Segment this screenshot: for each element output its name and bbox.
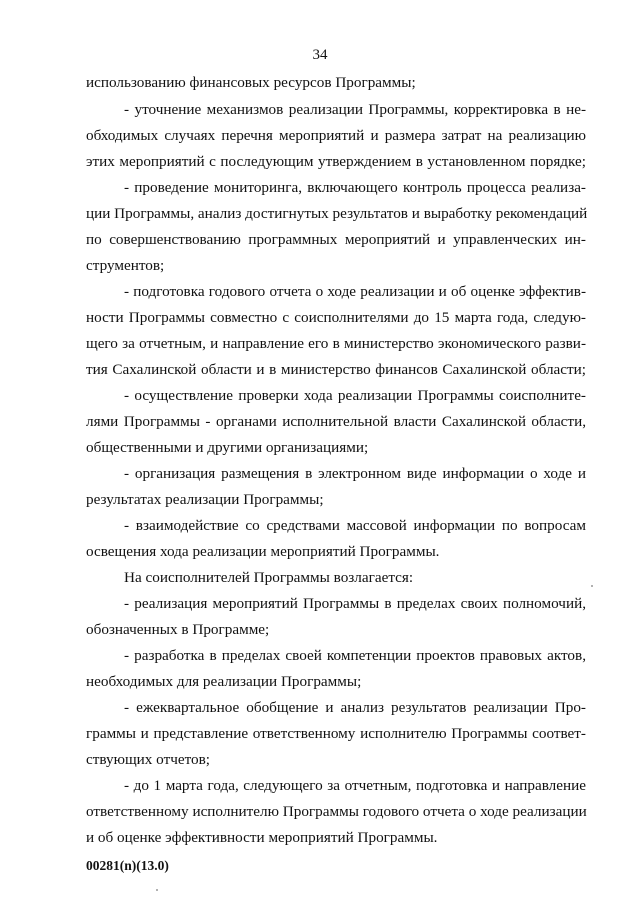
text-line: - подготовка годового отчета о ходе реализации и об оценке эффектив- (124, 283, 586, 300)
text-line: - уточнение механизмов реализации Программы, корректировка в не- (124, 101, 586, 118)
text-line: - осуществление проверки хода реализации Программы соисполните- (124, 387, 586, 404)
text-line: этих мероприятий с последующим утверждением в установленном порядке; (86, 153, 586, 170)
scan-speck (156, 889, 158, 891)
text-line: ности Программы совместно с соисполнителями до 15 марта года, следую- (86, 309, 586, 326)
text-line: - разработка в пределах своей компетенции проектов правовых актов, (124, 647, 586, 664)
text-line: - ежеквартальное обобщение и анализ результатов реализации Про- (124, 699, 586, 716)
text-line: - взаимодействие со средствами массовой информации по вопросам (124, 517, 586, 534)
text-line: щего за отчетным, и направление его в министерство экономического разви- (86, 335, 586, 352)
text-line: результатах реализации Программы; (86, 491, 324, 508)
text-line: и об оценке эффективности мероприятий Программы. (86, 829, 438, 846)
text-line: ствующих отчетов; (86, 751, 211, 768)
text-line: ответственному исполнителю Программы годового отчета о ходе реализации (86, 803, 587, 820)
text-line: ции Программы, анализ достигнутых результатов и выработку рекомендаций (86, 205, 588, 222)
scan-speck (591, 585, 593, 587)
text-line: - до 1 марта года, следующего за отчетным, подготовка и направление (124, 777, 586, 794)
page-number: 34 (312, 47, 328, 63)
text-line: обозначенных в Программе; (86, 621, 270, 638)
text-line: - организация размещения в электронном виде информации о ходе и (124, 465, 586, 482)
text-line: лями Программы - органами исполнительной власти Сахалинской области, (86, 413, 586, 430)
text-line: На соисполнителей Программы возлагается: (124, 569, 414, 586)
text-line: тия Сахалинской области и в министерство финансов Сахалинской области; (86, 361, 586, 378)
text-line: использованию финансовых ресурсов Программы; (86, 74, 416, 91)
text-line: обходимых случаях перечня мероприятий и размера затрат на реализацию (86, 127, 586, 144)
text-line: - проведение мониторинга, включающего контроль процесса реализа- (124, 179, 586, 196)
text-line: струментов; (86, 257, 165, 274)
text-line: граммы и представление ответственному исполнителю Программы соответ- (86, 725, 586, 742)
text-line: общественными и другими организациями; (86, 439, 369, 456)
document-code: 00281(n)(13.0) (86, 858, 169, 873)
text-line: - реализация мероприятий Программы в пределах своих полномочий, (124, 595, 586, 612)
text-line: по совершенствованию программных мероприятий и управленческих ин- (86, 231, 586, 248)
text-line: необходимых для реализации Программы; (86, 673, 362, 690)
text-line: освещения хода реализации мероприятий Программы. (86, 543, 440, 560)
